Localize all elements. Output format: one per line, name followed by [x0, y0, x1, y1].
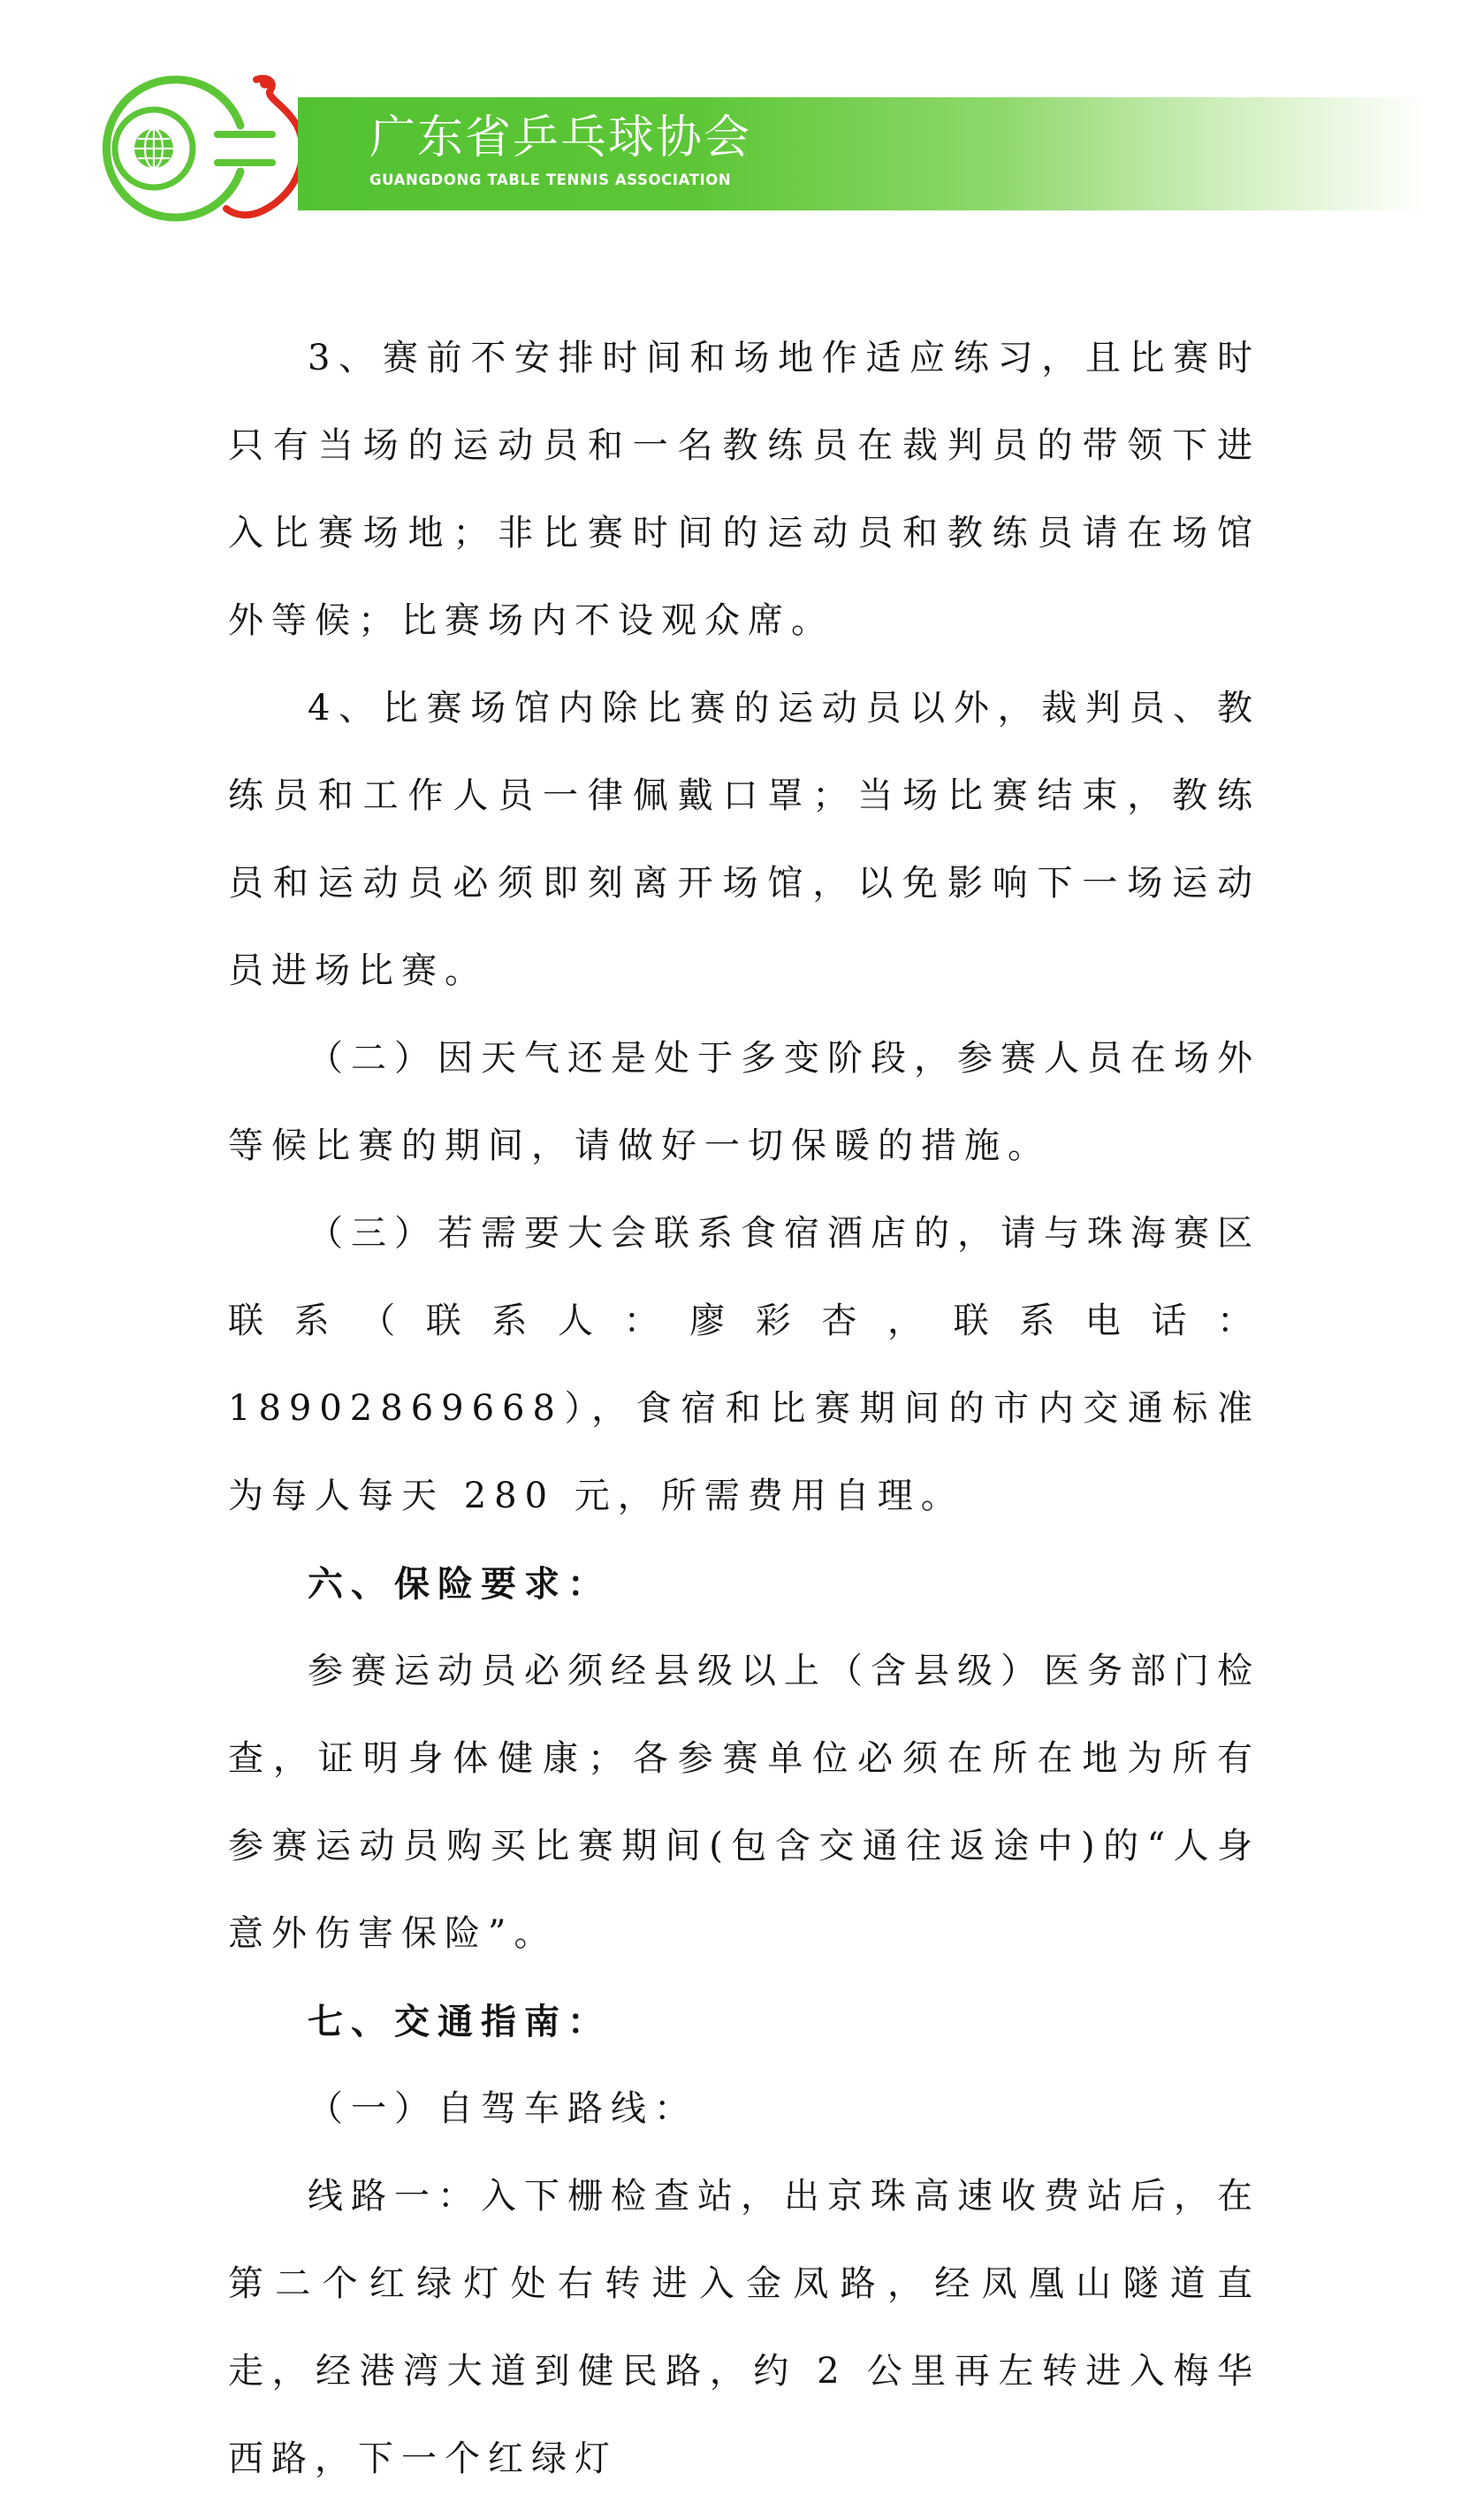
section-heading-transport: 七、交通指南： — [308, 2001, 611, 2042]
association-logo-icon — [85, 69, 315, 228]
paragraph-rule-4: 4、比赛场馆内除比赛的运动员以外，裁判员、教练员和工作人员一律佩戴口罩；当场比赛结束，教练员和运动员必须即刻离开场馆，以免影响下一场运动员进场比赛。 — [228, 688, 1260, 991]
section-heading-insurance: 六、保险要求： — [308, 1563, 611, 1605]
paragraph-accommodation: （三）若需要大会联系食宿酒店的，请与珠海赛区联系（联系人：廖彩杏，联系电话：18902869668），食宿和比赛期间的市内交通标准为每人每天 280 元，所需费用自理。 — [228, 1213, 1260, 1516]
paragraph-rule-3: 3、赛前不安排时间和场地作适应练习，且比赛时只有当场的运动员和一名教练员在裁判员的带领下进入比赛场地；非比赛时间的运动员和教练员请在场馆外等候；比赛场内不设观众席。 — [228, 338, 1260, 641]
paragraph-insurance: 参赛运动员必须经县级以上（含县级）医务部门检查，证明身体健康；各参赛单位必须在所在地为所有参赛运动员购买比赛期间(包含交通往返途中)的“人身意外伤害保险”。 — [228, 1651, 1260, 1954]
association-name-chinese: 广东省乒乓球协会 — [369, 111, 752, 164]
association-name-english: GUANGDONG TABLE TENNIS ASSOCIATION — [369, 172, 732, 188]
paragraph-weather: （二）因天气还是处于多变阶段，参赛人员在场外等候比赛的期间，请做好一切保暖的措施。 — [228, 1038, 1260, 1166]
paragraph-route-one: 线路一：入下栅检查站，出京珠高速收费站后，在第二个红绿灯处右转进入金凤路，经凤凰山隧道直走，经港湾大道到健民路，约 2 公里再左转进入梅华西路，下一个红绿灯 — [228, 2176, 1260, 2479]
page-header — [0, 0, 1484, 230]
document-body — [228, 315, 1260, 2503]
subheading-self-drive: （一）自驾车路线： — [308, 2088, 697, 2129]
